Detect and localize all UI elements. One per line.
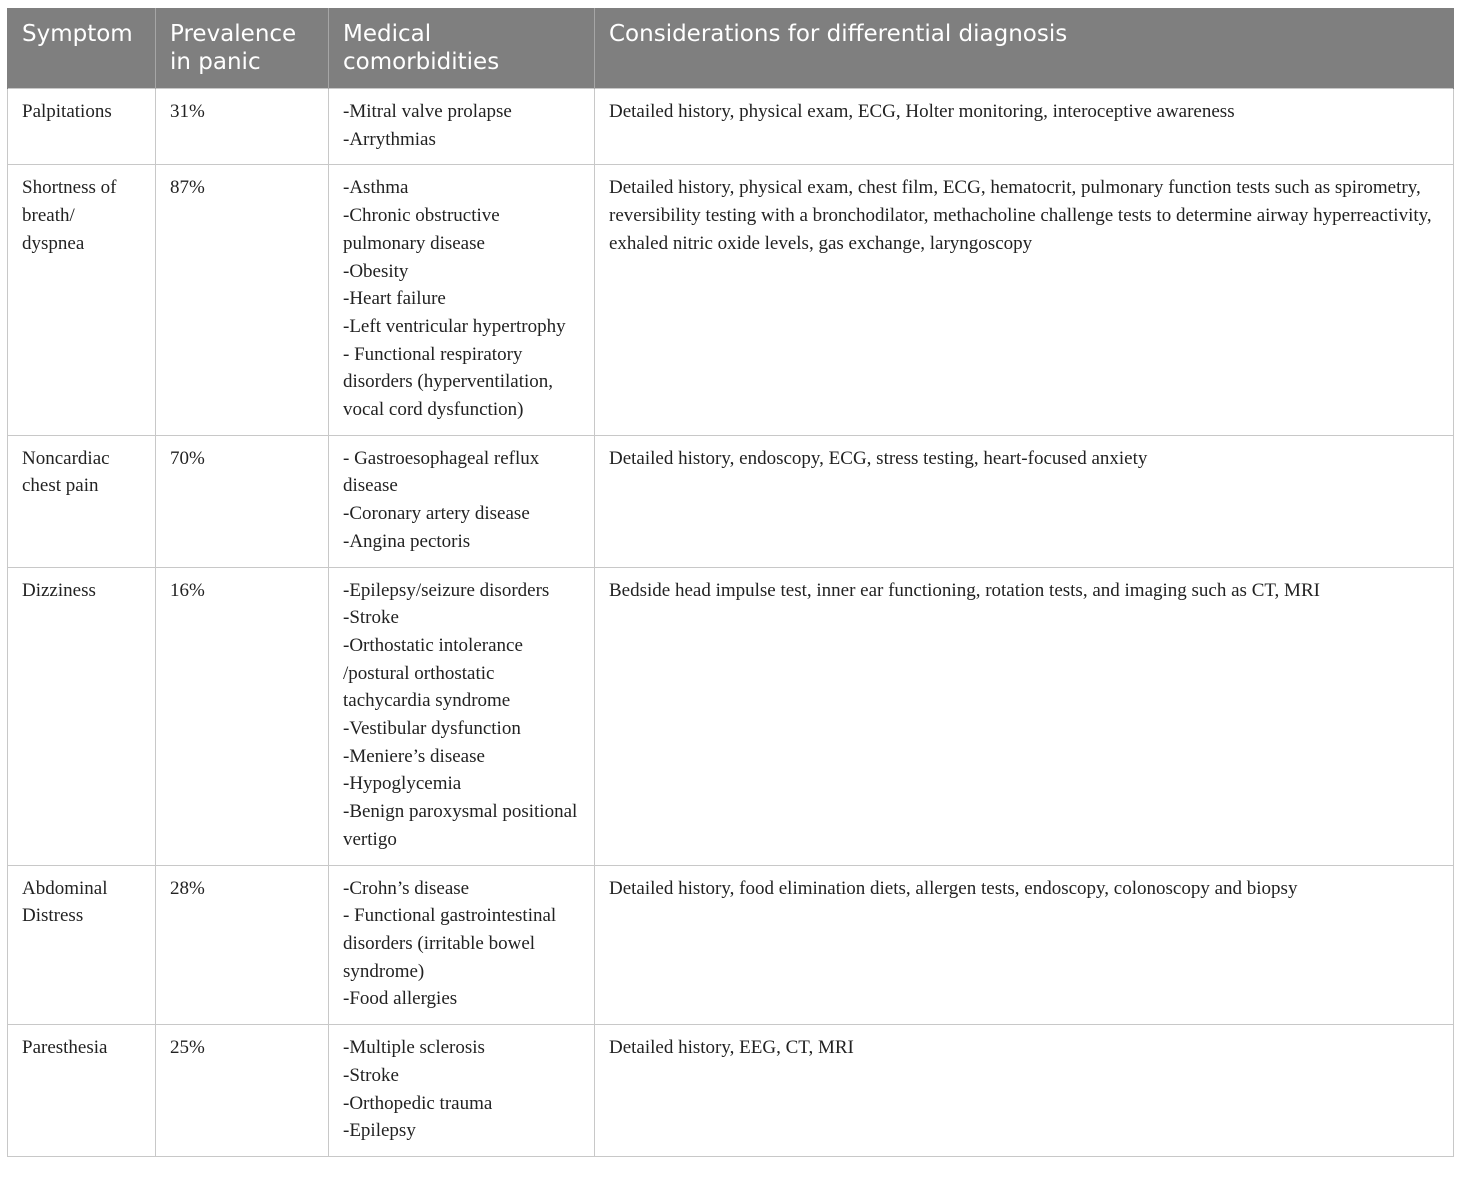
table-row: [8, 89, 1454, 165]
cell-prevalence: 31%: [156, 89, 329, 165]
cell-symptom: Noncardiac chest pain: [8, 435, 156, 567]
comorbidity-item: - Gastroesophageal reflux disease: [343, 447, 540, 497]
comorbidity-item: -Epilepsy: [343, 1120, 416, 1142]
cell-prevalence: 87%: [156, 165, 329, 435]
comorbidity-item: -Orthopedic trauma: [343, 1092, 493, 1114]
comorbidity-item: - Functional gastrointestinal disorders (irritable bowel syndrome): [343, 905, 557, 982]
table-row: [8, 865, 1454, 1025]
comorbidity-item: - Functional respiratory disorders (hyperventilation, vocal cord dysfunction): [343, 343, 554, 421]
cell-considerations: Detailed history, physical exam, chest film, ECG, hematocrit, pulmonary function tests such as spirometry, reversibility testing with a bronchodilator, methacholine challenge tests to determine airway hyperreactivity, exhaled nitric oxide levels, gas exchange, laryngoscopy: [595, 165, 1454, 435]
cell-comorbidities: [329, 1025, 595, 1157]
comorbidity-item: -Asthma: [343, 177, 409, 199]
cell-prevalence: 16%: [156, 567, 329, 865]
comorbidity-item: -Coronary artery disease: [343, 503, 530, 525]
table-body: [8, 89, 1454, 1157]
comorbidity-item: -Benign paroxysmal positional vertigo: [343, 801, 578, 850]
cell-comorbidities: [329, 567, 595, 865]
cell-considerations: Detailed history, food elimination diets, allergen tests, endoscopy, colonoscopy and biopsy: [595, 865, 1454, 1025]
comorbidity-item: -Chronic obstructive pulmonary disease: [343, 205, 500, 254]
comorbidity-item: -Heart failure: [343, 288, 446, 310]
cell-considerations: Detailed history, EEG, CT, MRI: [595, 1025, 1454, 1157]
cell-comorbidities: [329, 165, 595, 435]
comorbidity-item: -Food allergies: [343, 988, 458, 1010]
table-row: [8, 567, 1454, 865]
header-prevalence: Prevalence in panic: [156, 8, 329, 89]
comorbidity-item: -Angina pectoris: [343, 530, 471, 552]
cell-considerations: Detailed history, endoscopy, ECG, stress testing, heart-focused anxiety: [595, 435, 1454, 567]
comorbidity-item: -Stroke: [343, 607, 399, 629]
cell-symptom: Dizziness: [8, 567, 156, 865]
header-row: [8, 8, 1454, 89]
table-row: [8, 1025, 1454, 1157]
cell-prevalence: 28%: [156, 865, 329, 1025]
header-comorbidities: Medical comorbidities: [329, 8, 595, 89]
table-row: [8, 435, 1454, 567]
cell-prevalence: 70%: [156, 435, 329, 567]
comorbidity-item: -Multiple sclerosis: [343, 1037, 485, 1059]
comorbidity-item: -Obesity: [343, 260, 409, 282]
cell-prevalence: 25%: [156, 1025, 329, 1157]
cell-symptom: Palpitations: [8, 89, 156, 165]
cell-considerations: Bedside head impulse test, inner ear functioning, rotation tests, and imaging such as CT, MRI: [595, 567, 1454, 865]
header-considerations: Considerations for differential diagnosis: [595, 8, 1454, 89]
cell-symptom: Paresthesia: [8, 1025, 156, 1157]
cell-comorbidities: [329, 435, 595, 567]
header-symptom: Symptom: [8, 8, 156, 89]
cell-comorbidities: [329, 865, 595, 1025]
differential-diagnosis-table: [7, 8, 1454, 1157]
comorbidity-item: -Arrythmias: [343, 128, 436, 150]
comorbidity-item: -Epilepsy/seizure disorders: [343, 579, 550, 601]
comorbidity-item: -Meniere’s disease: [343, 745, 485, 767]
comorbidity-item: -Hypoglycemia: [343, 773, 462, 795]
table-row: [8, 165, 1454, 435]
cell-symptom: Shortness of breath/ dyspnea: [8, 165, 156, 435]
cell-comorbidities: [329, 89, 595, 165]
comorbidity-item: -Stroke: [343, 1064, 399, 1086]
table-header: [8, 8, 1454, 89]
comorbidity-item: -Vestibular dysfunction: [343, 718, 521, 740]
cell-symptom: Abdominal Distress: [8, 865, 156, 1025]
comorbidity-item: -Mitral valve prolapse: [343, 101, 512, 122]
comorbidity-item: -Orthostatic intolerance /postural orthostatic tachycardia syndrome: [343, 634, 523, 712]
comorbidity-item: -Crohn’s disease: [343, 877, 470, 899]
comorbidity-item: -Left ventricular hypertrophy: [343, 315, 566, 337]
differential-diagnosis-table-container: [7, 8, 1453, 1157]
cell-considerations: Detailed history, physical exam, ECG, Holter monitoring, interoceptive awareness: [595, 89, 1454, 165]
